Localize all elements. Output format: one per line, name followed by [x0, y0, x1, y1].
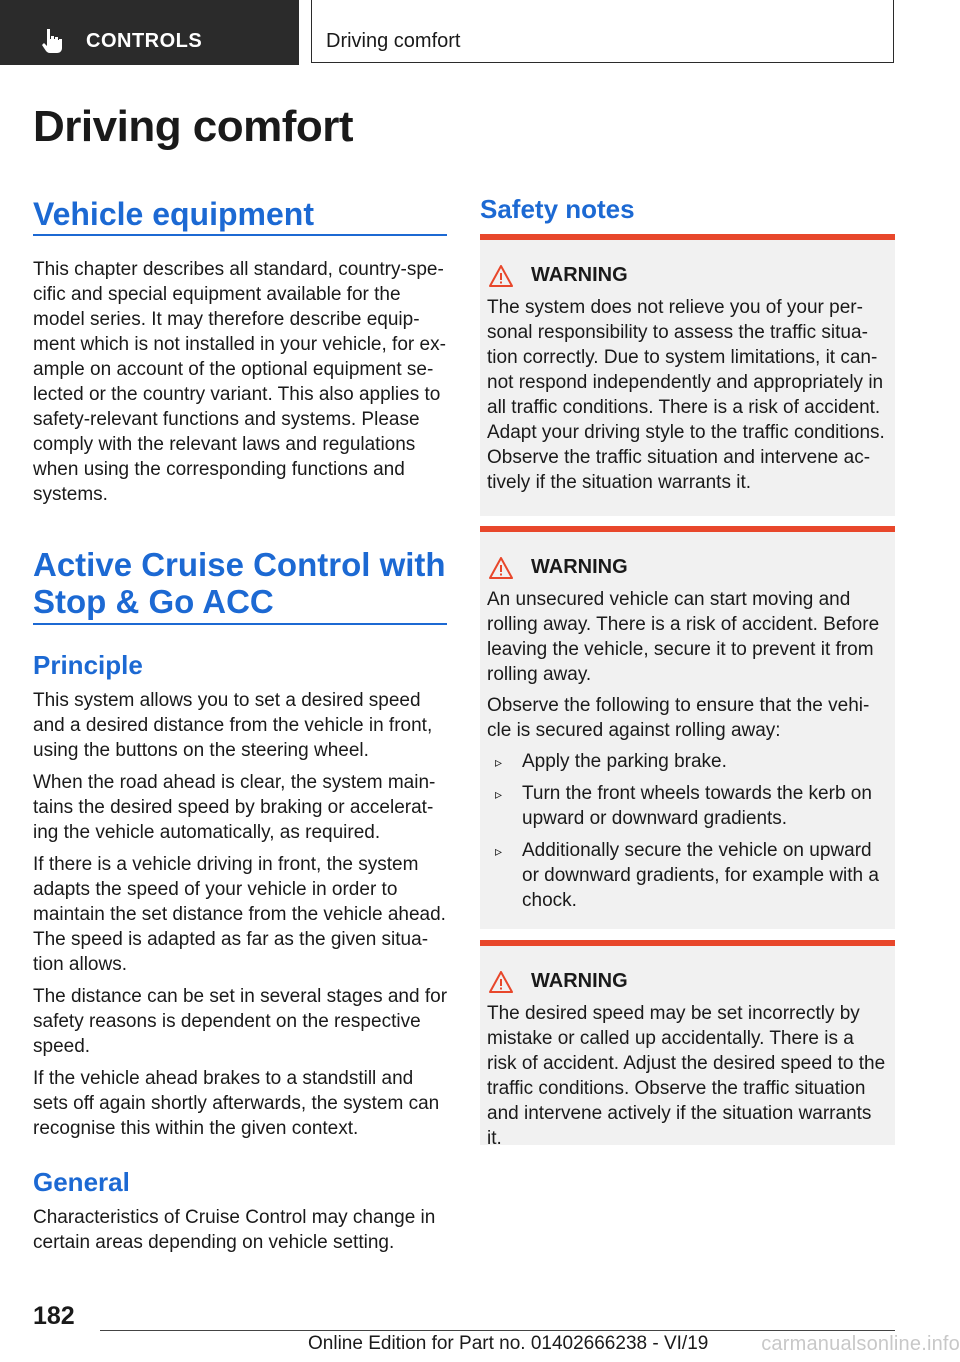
section-label: CONTROLS: [86, 30, 203, 52]
watermark: carmanualsonline.info: [761, 1333, 960, 1355]
warning-box: [480, 234, 895, 516]
warning-label: WARNING: [531, 556, 628, 578]
heading-rule: [33, 234, 447, 236]
chapter-title-box: [311, 0, 894, 63]
chapter-title: Driving comfort: [326, 30, 461, 52]
warning-header: [487, 970, 887, 993]
footer-rule: [100, 1330, 895, 1331]
warning-text: An unsecured vehicle can start moving and rolling away. There is a risk of accident. Before leaving the vehicle, secure it to prevent it from rolling away.: [487, 589, 880, 685]
warning-text: The system does not relieve you of your personal responsibility to assess the traffic situation correctly. Due to system limitations, it cannot respond independently and appropriately in all traffic conditions. There is a risk of accident. Adapt your driving style to the traffic conditions. Observe the traffic situation and intervene actively if the situation warrants it.: [487, 297, 885, 493]
warning-header: [487, 556, 887, 579]
list-item: ▹ Turn the front wheels towards the kerb on upward or downward gradients.: [495, 783, 872, 829]
safety-notes-heading: Safety notes: [480, 194, 635, 224]
acc-heading: Active Cruise Control with Stop & Go ACC: [33, 546, 446, 620]
vehicle-equipment-heading: Vehicle equipment: [33, 196, 314, 232]
warning-box: [480, 940, 895, 1149]
hand-pointer-icon: [38, 26, 66, 54]
section-tab: [0, 0, 299, 65]
list-item: ▹ Apply the parking brake.: [487, 749, 887, 774]
warning-header: [487, 264, 887, 287]
general-heading: General: [33, 1167, 130, 1197]
warning-box: [480, 526, 895, 929]
warning-text: Observe the following to ensure that the vehicle is secured against rolling away:: [487, 695, 870, 741]
principle-heading: Principle: [33, 650, 143, 680]
bullet-triangle-icon: ▹: [495, 843, 503, 859]
warning-text: The desired speed may be set incorrectly by mistake or called up accidentally. There is a risk of accident. Adjust the desired speed to the traffic conditions. Observe the traffic situation and intervene actively if the situation warrants it.: [487, 1003, 886, 1149]
list-item: ▹ Additionally secure the vehicle on upward or downward gradients, for example with a chock.: [495, 840, 879, 911]
vehicle-equipment-body: This chapter describes all standard, country-specific and special equipment available for the model series. It may therefore describe equipment which is not installed in your vehicle, for example on account of the optional equipment selected or the country variant. This also applies to safety-relevant functions and systems. Please comply with the relevant laws and regulations when using the corresponding functions and systems.: [33, 259, 446, 505]
warning-triangle-icon: [489, 265, 513, 287]
heading-rule: [33, 623, 447, 625]
page-title: Driving comfort: [33, 102, 354, 151]
warning-triangle-icon: [489, 971, 513, 993]
warning-label: WARNING: [531, 970, 628, 992]
general-body: Characteristics of Cruise Control may change in certain areas depending on vehicle setting.: [33, 1207, 436, 1253]
warning-triangle-icon: [489, 557, 513, 579]
principle-body: This system allows you to set a desired speed and a desired distance from the vehicle in front, using the buttons on the steering wheel. When the road ahead is clear, the system maintains the desired speed by braking or accelerating the vehicle automatically, as required. If there is a vehicle driving in front, the system adapts the speed of your vehicle in order to maintain the set distance from the vehicle ahead. The speed is adapted as far as the given situation allows. The distance can be set in several stages and for safety reasons is dependent on the respective speed. If the vehicle ahead brakes to a standstill and sets off again shortly afterwards, the system can recognise this within the given context.: [33, 690, 448, 1139]
bullet-triangle-icon: ▹: [495, 754, 503, 770]
warning-label: WARNING: [531, 264, 628, 286]
bullet-list: [487, 749, 887, 913]
page-number: 182: [33, 1302, 75, 1330]
edition-text: Online Edition for Part no. 01402666238 - VI/19: [308, 1333, 709, 1354]
bullet-triangle-icon: ▹: [495, 786, 503, 802]
